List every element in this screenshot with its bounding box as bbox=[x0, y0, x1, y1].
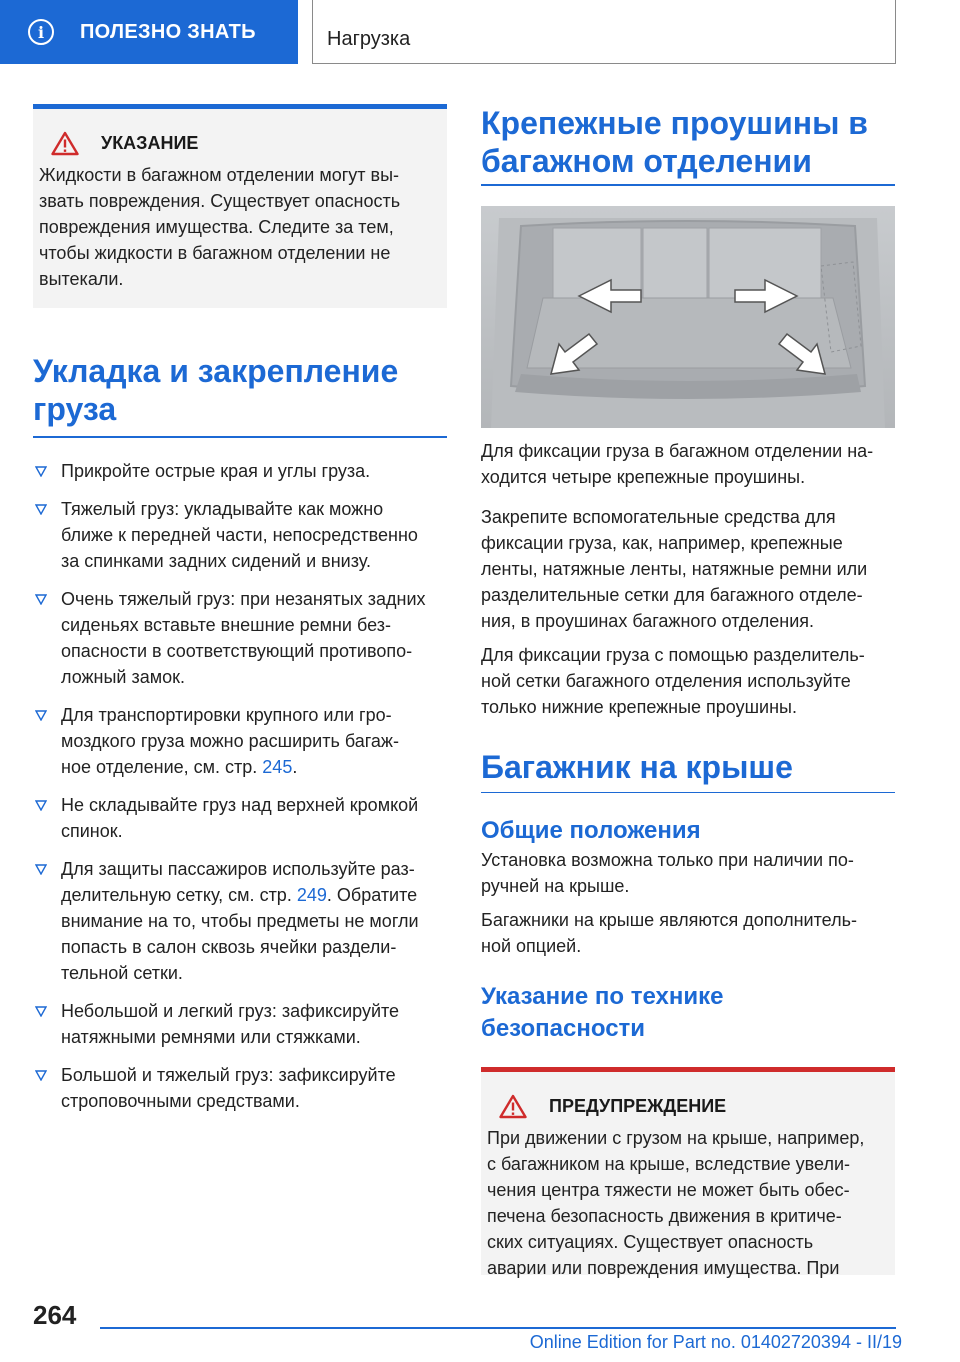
notice-box bbox=[33, 104, 447, 308]
heading-rule bbox=[33, 436, 447, 438]
info-icon: i bbox=[28, 19, 54, 45]
heading-rule bbox=[481, 792, 895, 794]
page-link-245[interactable]: 245 bbox=[262, 756, 293, 777]
bullet-triangle-icon bbox=[35, 1006, 47, 1017]
notice-line: звать повреждения. Существует опасность bbox=[39, 191, 401, 211]
paragraph: Для фиксации груза в багажном отделении на- ходится четыре крепежные проушины. bbox=[481, 440, 874, 487]
bullet-triangle-icon bbox=[35, 466, 47, 477]
notice-text bbox=[39, 162, 435, 292]
heading-line: Крепежные проушины в bbox=[481, 105, 868, 141]
section-tab[interactable] bbox=[0, 0, 298, 64]
bullet-triangle-icon bbox=[35, 504, 47, 515]
section-heading bbox=[481, 104, 895, 180]
subheading: Указание по технике безопасности bbox=[481, 983, 724, 1042]
list-item: Для защиты пассажиров используйте раз- делительную сетку, см. стр. 249. Обратите внимание на то, чтобы предметы не могли попасть в салон сквозь ячейки раздели- тельной сетки. bbox=[33, 856, 447, 986]
warning-triangle-icon bbox=[499, 1094, 527, 1119]
right-column bbox=[481, 104, 895, 1278]
warning-title: ПРЕДУПРЕЖДЕНИЕ bbox=[549, 1096, 727, 1116]
notice-line: Жидкости в багажном отделении могут вы- bbox=[39, 165, 400, 185]
bullet-triangle-icon bbox=[35, 1070, 47, 1081]
list-item: Большой и тяжелый груз: зафиксируйте строповочными средствами. bbox=[33, 1062, 447, 1114]
bullet-list bbox=[33, 458, 447, 1114]
bullet-triangle-icon bbox=[35, 864, 47, 875]
heading-line: Укладка и закрепление bbox=[33, 353, 399, 389]
heading-line: груза bbox=[33, 391, 117, 427]
notice-title: УКАЗАНИЕ bbox=[101, 133, 199, 153]
section-heading: Багажник на крыше bbox=[481, 748, 793, 785]
notice-header bbox=[51, 131, 435, 156]
left-column bbox=[33, 104, 447, 1126]
notice-line: вытекали. bbox=[39, 269, 124, 289]
list-item: Для транспортировки крупного или гро- моздкого груза можно расширить багаж- ное отделение, см. стр. 245. bbox=[33, 702, 447, 780]
warning-box bbox=[481, 1067, 895, 1278]
section-heading bbox=[33, 352, 447, 428]
notice-line: чтобы жидкости в багажном отделении не bbox=[39, 243, 391, 263]
list-item: Небольшой и легкий груз: зафиксируйте натяжными ремнями или стяжками. bbox=[33, 998, 447, 1050]
heading-rule bbox=[481, 184, 895, 186]
notice-line: повреждения имущества. Следите за тем, bbox=[39, 217, 394, 237]
paragraph: Багажники на крыше являются дополнитель- ной опцией. bbox=[481, 910, 857, 956]
heading-line: багажном отделении bbox=[481, 143, 812, 179]
chapter-title: Нагрузка bbox=[312, 0, 896, 64]
warning-triangle-icon bbox=[51, 131, 79, 156]
bullet-triangle-icon bbox=[35, 800, 47, 811]
warning-text: При движении с грузом на крыше, например, с багажником на крыше, вследствие увели- чения центра тяжести не может быть обес- печена безопасность движения в критиче- ских ситуациях. Существует опасность аварии или повреждения имущества. При bbox=[487, 1128, 865, 1278]
footer-rule bbox=[100, 1327, 896, 1329]
list-item: Не складывайте груз над верхней кромкой спинок. bbox=[33, 792, 447, 844]
page-link-249[interactable]: 249 bbox=[296, 884, 327, 905]
footer-edition: Online Edition for Part no. 01402720394 - II/19 bbox=[529, 1332, 902, 1352]
paragraph: Установка возможна только при наличии по- ручней на крыше. bbox=[481, 850, 854, 896]
paragraph: Для фиксации груза с помощью разделитель- ной сетки багажного отделения используйте только нижние крепежные проушины. bbox=[481, 644, 865, 717]
warning-header bbox=[499, 1094, 883, 1119]
page-number: 264 bbox=[33, 1300, 77, 1330]
list-item: Тяжелый груз: укладывайте как можно ближе к передней части, непосредственно за спинками задних сидений и внизу. bbox=[33, 496, 447, 574]
trunk-illustration bbox=[481, 206, 895, 428]
bullet-triangle-icon bbox=[35, 710, 47, 721]
list-item: Прикройте острые края и углы груза. bbox=[33, 458, 447, 484]
section-tab-label: ПОЛЕЗНО ЗНАТЬ bbox=[80, 20, 256, 43]
bullet-triangle-icon bbox=[35, 594, 47, 605]
subheading: Общие положения bbox=[481, 817, 701, 844]
paragraph: Закрепите вспомогательные средства для фиксации груза, как, например, крепежные ленты, натяжные ленты, натяжные ремни или разделительные сетки для багажного отделе- ния, в проушинах багажного отделения. bbox=[481, 506, 868, 631]
list-item: Очень тяжелый груз: при незанятых задних сиденьях вставьте внешние ремни без- опасности в соответствующий противопо- ложный замок. bbox=[33, 586, 447, 690]
